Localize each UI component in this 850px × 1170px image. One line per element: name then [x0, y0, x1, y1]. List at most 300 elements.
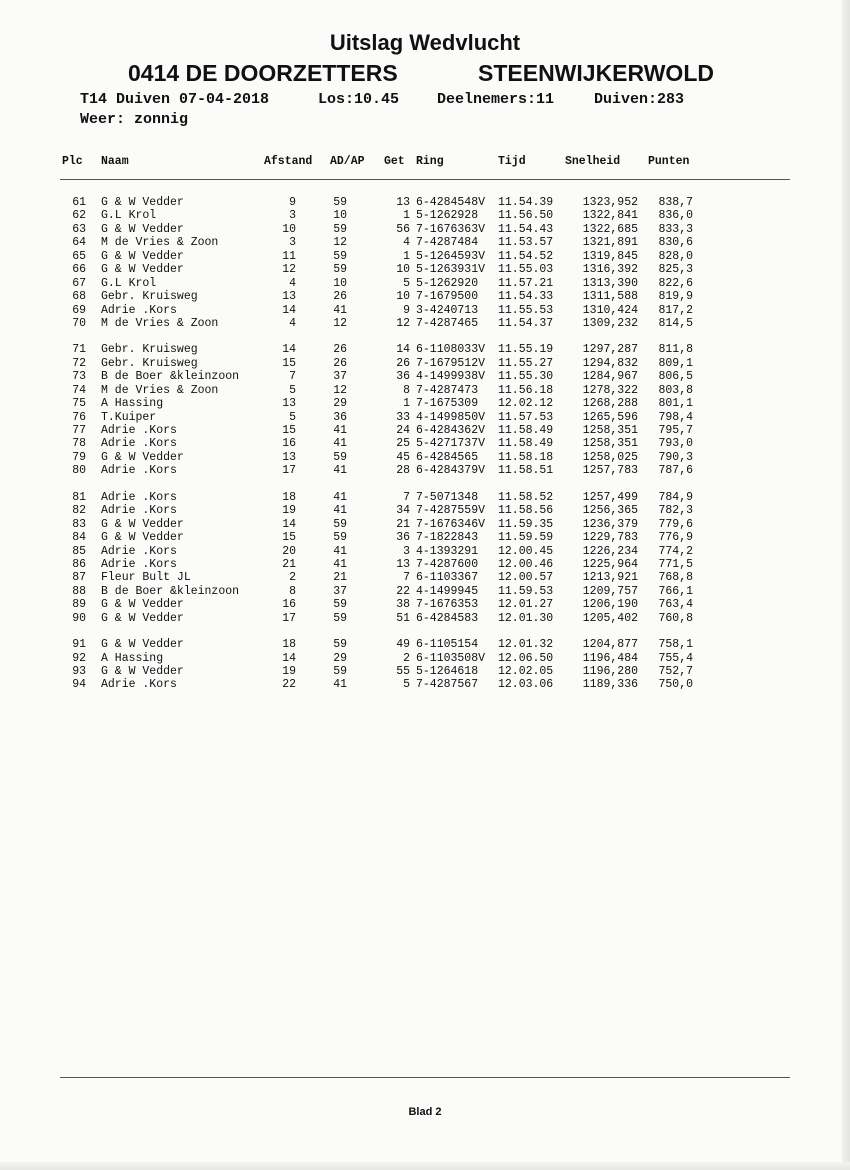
results-table — [0, 196, 850, 692]
cell-entered-prized: 41 — [333, 490, 347, 504]
table-row — [0, 451, 850, 464]
cell-arrival-time: 11.54.39 — [498, 196, 554, 209]
cell-ring-number: 6-4284379V — [416, 464, 486, 478]
cell-marked: 55 — [396, 665, 410, 678]
cell-arrival-time: 11.58.52 — [498, 490, 554, 504]
cell-ring-number: 6-1103508V — [416, 651, 486, 665]
cell-points: 784,9 — [658, 490, 693, 504]
cell-entered-prized: 41 — [333, 303, 347, 317]
cell-marked: 49 — [396, 638, 410, 652]
cell-marked: 14 — [396, 343, 410, 357]
cell-arrival-time: 11.58.49 — [498, 437, 554, 451]
cell-points: 779,6 — [658, 517, 693, 531]
cell-points: 750,0 — [658, 678, 693, 692]
table-row — [0, 384, 850, 397]
cell-arrival-time: 11.55.27 — [498, 356, 554, 370]
cell-distance: 13 — [282, 450, 296, 464]
cell-speed: 1204,877 — [582, 638, 638, 652]
cell-points: 758,1 — [658, 638, 693, 652]
cell-entered-prized: 59 — [333, 638, 347, 652]
cell-speed: 1258,351 — [582, 437, 638, 451]
cell-place: 79 — [72, 450, 86, 464]
cell-ring-number: 3-4240713 — [416, 303, 479, 317]
cell-speed: 1213,921 — [582, 571, 638, 585]
cell-name: G & W Vedder — [101, 531, 184, 545]
cell-ring-number: 6-1103367 — [416, 571, 479, 585]
cell-speed: 1323,952 — [582, 196, 638, 209]
cell-points: 760,8 — [658, 611, 693, 625]
table-row — [0, 277, 850, 290]
cell-points: 793,0 — [658, 437, 693, 451]
cell-marked: 5 — [403, 678, 410, 692]
cell-arrival-time: 11.55.53 — [498, 303, 554, 317]
cell-marked: 45 — [396, 450, 410, 464]
cell-distance: 14 — [282, 343, 296, 357]
cell-name: G & W Vedder — [101, 263, 184, 277]
cell-entered-prized: 59 — [333, 222, 347, 236]
table-row — [0, 411, 850, 424]
cell-arrival-time: 11.55.03 — [498, 263, 554, 277]
cell-entered-prized: 36 — [333, 410, 347, 424]
cell-place: 92 — [72, 651, 86, 665]
cell-entered-prized: 21 — [333, 571, 347, 585]
table-row — [0, 678, 850, 691]
cell-name: G & W Vedder — [101, 611, 184, 625]
cell-ring-number: 4-1499850V — [416, 410, 486, 424]
col-naam: Naam — [101, 155, 129, 168]
cell-points: 790,3 — [658, 450, 693, 464]
cell-entered-prized: 59 — [333, 263, 347, 277]
cell-place: 77 — [72, 424, 86, 437]
table-row — [0, 571, 850, 584]
cell-marked: 22 — [396, 584, 410, 598]
cell-marked: 51 — [396, 611, 410, 625]
cell-place: 90 — [72, 611, 86, 625]
cell-speed: 1316,392 — [582, 263, 638, 277]
cell-place: 81 — [72, 490, 86, 504]
cell-points: 836,0 — [658, 209, 693, 223]
cell-distance: 5 — [289, 383, 296, 397]
cell-marked: 3 — [403, 544, 410, 558]
col-ring: Ring — [416, 155, 444, 168]
cell-speed: 1229,783 — [582, 531, 638, 545]
cell-distance: 12 — [282, 263, 296, 277]
cell-distance: 8 — [289, 584, 296, 598]
release-time: Los:10.45 — [318, 91, 400, 108]
cell-name: Adrie .Kors — [101, 303, 177, 317]
cell-distance: 20 — [282, 544, 296, 558]
cell-speed: 1313,390 — [582, 276, 638, 290]
cell-entered-prized: 59 — [333, 196, 347, 209]
cell-distance: 16 — [282, 598, 296, 612]
cell-marked: 38 — [396, 598, 410, 612]
cell-ring-number: 6-4284548V — [416, 196, 486, 209]
cell-entered-prized: 12 — [333, 316, 347, 330]
cell-distance: 5 — [289, 410, 296, 424]
cell-entered-prized: 10 — [333, 209, 347, 223]
cell-name: M de Vries & Zoon — [101, 236, 219, 250]
col-plc: Plc — [62, 155, 83, 168]
cell-entered-prized: 41 — [333, 504, 347, 518]
release-place: STEENWIJKERWOLD — [478, 60, 714, 86]
cell-points: 819,9 — [658, 290, 693, 304]
cell-name: A Hassing — [101, 651, 164, 665]
cell-name: B de Boer &kleinzoon — [101, 370, 240, 384]
cell-speed: 1258,351 — [582, 424, 638, 437]
cell-points: 833,3 — [658, 222, 693, 236]
cell-ring-number: 7-4287465 — [416, 316, 479, 330]
cell-speed: 1257,499 — [582, 490, 638, 504]
cell-distance: 7 — [289, 370, 296, 384]
cell-name: Adrie .Kors — [101, 557, 177, 571]
cell-ring-number: 4-1499938V — [416, 370, 486, 384]
cell-entered-prized: 59 — [333, 517, 347, 531]
cell-marked: 10 — [396, 263, 410, 277]
cell-points: 782,3 — [658, 504, 693, 518]
cell-name: Adrie .Kors — [101, 504, 177, 518]
cell-arrival-time: 11.56.50 — [498, 209, 554, 223]
cell-distance: 22 — [282, 678, 296, 692]
cell-entered-prized: 41 — [333, 437, 347, 451]
cell-speed: 1226,234 — [582, 544, 638, 558]
cell-arrival-time: 11.59.53 — [498, 584, 554, 598]
cell-speed: 1278,322 — [582, 383, 638, 397]
cell-points: 763,4 — [658, 598, 693, 612]
cell-name: Gebr. Kruisweg — [101, 356, 198, 370]
cell-arrival-time: 12.06.50 — [498, 651, 554, 665]
cell-points: 755,4 — [658, 651, 693, 665]
cell-place: 73 — [72, 370, 86, 384]
cell-name: A Hassing — [101, 397, 164, 411]
cell-points: 830,6 — [658, 236, 693, 250]
cell-speed: 1311,588 — [582, 290, 638, 304]
participant-count: Deelnemers:11 — [437, 91, 555, 108]
cell-points: 828,0 — [658, 249, 693, 263]
cell-entered-prized: 41 — [333, 424, 347, 437]
cell-speed: 1268,288 — [582, 397, 638, 411]
table-row — [0, 209, 850, 222]
cell-ring-number: 7-4287559V — [416, 504, 486, 518]
cell-place: 88 — [72, 584, 86, 598]
cell-marked: 1 — [403, 249, 410, 263]
cell-arrival-time: 11.54.33 — [498, 290, 554, 304]
cell-entered-prized: 41 — [333, 464, 347, 478]
cell-ring-number: 7-4287567 — [416, 678, 479, 692]
cell-name: G & W Vedder — [101, 638, 184, 652]
cell-place: 71 — [72, 343, 86, 357]
cell-place: 80 — [72, 464, 86, 478]
cell-marked: 2 — [403, 651, 410, 665]
cell-distance: 15 — [282, 531, 296, 545]
cell-name: G & W Vedder — [101, 598, 184, 612]
cell-points: 801,1 — [658, 397, 693, 411]
cell-name: Fleur Bult JL — [101, 571, 191, 585]
cell-arrival-time: 11.54.43 — [498, 222, 554, 236]
table-row — [0, 638, 850, 651]
cell-name: Adrie .Kors — [101, 490, 177, 504]
cell-entered-prized: 59 — [333, 598, 347, 612]
cell-ring-number: 5-1264618 — [416, 665, 479, 678]
cell-points: 798,4 — [658, 410, 693, 424]
cell-entered-prized: 59 — [333, 450, 347, 464]
cell-points: 838,7 — [658, 196, 693, 209]
cell-name: T.Kuiper — [101, 410, 157, 424]
cell-ring-number: 7-1675309 — [416, 397, 479, 411]
cell-speed: 1310,424 — [582, 303, 638, 317]
page-number: Blad 2 — [408, 1106, 442, 1118]
cell-points: 817,2 — [658, 303, 693, 317]
col-afstand: Afstand — [264, 155, 313, 168]
cell-arrival-time: 11.59.59 — [498, 531, 554, 545]
cell-entered-prized: 12 — [333, 383, 347, 397]
cell-distance: 4 — [289, 316, 296, 330]
cell-name: G & W Vedder — [101, 222, 184, 236]
cell-place: 93 — [72, 665, 86, 678]
cell-place: 94 — [72, 678, 86, 692]
table-row — [0, 518, 850, 531]
cell-speed: 1257,783 — [582, 464, 638, 478]
table-row — [0, 558, 850, 571]
cell-name: Adrie .Kors — [101, 544, 177, 558]
cell-distance: 4 — [289, 276, 296, 290]
cell-distance: 9 — [289, 196, 296, 209]
cell-marked: 7 — [403, 571, 410, 585]
cell-ring-number: 7-1676346V — [416, 517, 486, 531]
table-row — [0, 598, 850, 611]
cell-entered-prized: 26 — [333, 356, 347, 370]
cell-distance: 16 — [282, 437, 296, 451]
table-row — [0, 370, 850, 383]
cell-name: G.L Krol — [101, 276, 157, 290]
cell-entered-prized: 26 — [333, 343, 347, 357]
cell-ring-number: 7-1676363V — [416, 222, 486, 236]
cell-name: Adrie .Kors — [101, 437, 177, 451]
cell-name: Adrie .Kors — [101, 678, 177, 692]
cell-distance: 19 — [282, 504, 296, 518]
cell-place: 62 — [72, 209, 86, 223]
cell-arrival-time: 11.58.18 — [498, 450, 554, 464]
cell-name: G.L Krol — [101, 209, 157, 223]
cell-ring-number: 6-4284583 — [416, 611, 479, 625]
cell-arrival-time: 12.03.06 — [498, 678, 554, 692]
cell-arrival-time: 12.02.12 — [498, 397, 554, 411]
cell-speed: 1205,402 — [582, 611, 638, 625]
cell-name: M de Vries & Zoon — [101, 383, 219, 397]
cell-arrival-time: 11.56.18 — [498, 383, 554, 397]
cell-distance: 17 — [282, 611, 296, 625]
table-row — [0, 304, 850, 317]
cell-speed: 1265,596 — [582, 410, 638, 424]
cell-arrival-time: 11.58.49 — [498, 424, 554, 437]
cell-arrival-time: 11.57.53 — [498, 410, 554, 424]
page-edge — [842, 0, 850, 1170]
table-row — [0, 464, 850, 477]
table-row — [0, 665, 850, 678]
cell-points: 768,8 — [658, 571, 693, 585]
col-snelheid: Snelheid — [565, 155, 621, 168]
table-row — [0, 263, 850, 276]
col-punten: Punten — [648, 155, 690, 168]
table-row — [0, 491, 850, 504]
cell-points: 774,2 — [658, 544, 693, 558]
cell-marked: 56 — [396, 222, 410, 236]
header-rule — [60, 179, 790, 180]
cell-speed: 1294,832 — [582, 356, 638, 370]
cell-place: 84 — [72, 531, 86, 545]
cell-arrival-time: 11.57.21 — [498, 276, 554, 290]
cell-entered-prized: 41 — [333, 557, 347, 571]
weather: Weer: zonnig — [80, 111, 189, 128]
table-row — [0, 343, 850, 356]
cell-name: B de Boer &kleinzoon — [101, 584, 240, 598]
cell-points: 806,5 — [658, 370, 693, 384]
cell-speed: 1309,232 — [582, 316, 638, 330]
cell-marked: 7 — [403, 490, 410, 504]
cell-place: 63 — [72, 222, 86, 236]
cell-arrival-time: 11.59.35 — [498, 517, 554, 531]
table-row — [0, 585, 850, 598]
cell-place: 76 — [72, 410, 86, 424]
cell-ring-number: 7-1679512V — [416, 356, 486, 370]
table-row — [0, 196, 850, 209]
cell-distance: 10 — [282, 222, 296, 236]
cell-points: 776,9 — [658, 531, 693, 545]
cell-ring-number: 5-1262920 — [416, 276, 479, 290]
cell-entered-prized: 41 — [333, 544, 347, 558]
cell-arrival-time: 12.00.45 — [498, 544, 554, 558]
cell-arrival-time: 11.58.56 — [498, 504, 554, 518]
table-row — [0, 545, 850, 558]
cell-points: 825,3 — [658, 263, 693, 277]
cell-marked: 24 — [396, 424, 410, 437]
cell-entered-prized: 26 — [333, 290, 347, 304]
cell-entered-prized: 29 — [333, 651, 347, 665]
cell-arrival-time: 12.00.46 — [498, 557, 554, 571]
col-tijd: Tijd — [498, 155, 526, 168]
cell-arrival-time: 11.58.51 — [498, 464, 554, 478]
cell-ring-number: 6-1108033V — [416, 343, 486, 357]
cell-distance: 14 — [282, 303, 296, 317]
cell-distance: 18 — [282, 638, 296, 652]
cell-entered-prized: 59 — [333, 249, 347, 263]
cell-place: 65 — [72, 249, 86, 263]
cell-points: 771,5 — [658, 557, 693, 571]
page-edge-bottom — [0, 1162, 850, 1170]
cell-name: Adrie .Kors — [101, 464, 177, 478]
cell-marked: 36 — [396, 531, 410, 545]
cell-speed: 1189,336 — [582, 678, 638, 692]
cell-entered-prized: 59 — [333, 611, 347, 625]
table-row — [0, 223, 850, 236]
cell-speed: 1236,379 — [582, 517, 638, 531]
table-row — [0, 290, 850, 303]
cell-speed: 1321,891 — [582, 236, 638, 250]
cell-points: 752,7 — [658, 665, 693, 678]
cell-speed: 1196,484 — [582, 651, 638, 665]
cell-speed: 1209,757 — [582, 584, 638, 598]
cell-ring-number: 5-1264593V — [416, 249, 486, 263]
cell-ring-number: 7-4287473 — [416, 383, 479, 397]
cell-place: 78 — [72, 437, 86, 451]
col-adap: AD/AP — [330, 155, 365, 168]
cell-entered-prized: 37 — [333, 584, 347, 598]
cell-distance: 14 — [282, 651, 296, 665]
cell-place: 61 — [72, 196, 86, 209]
cell-name: M de Vries & Zoon — [101, 316, 219, 330]
cell-marked: 13 — [396, 196, 410, 209]
cell-arrival-time: 12.01.32 — [498, 638, 554, 652]
table-row — [0, 236, 850, 249]
cell-entered-prized: 12 — [333, 236, 347, 250]
document-title: Uitslag Wedvlucht — [329, 30, 521, 55]
cell-ring-number: 5-1263931V — [416, 263, 486, 277]
cell-distance: 21 — [282, 557, 296, 571]
cell-distance: 14 — [282, 517, 296, 531]
cell-place: 85 — [72, 544, 86, 558]
cell-marked: 13 — [396, 557, 410, 571]
cell-distance: 15 — [282, 424, 296, 437]
cell-name: G & W Vedder — [101, 196, 184, 209]
cell-distance: 13 — [282, 290, 296, 304]
cell-place: 66 — [72, 263, 86, 277]
cell-speed: 1284,967 — [582, 370, 638, 384]
cell-ring-number: 7-1822843 — [416, 531, 479, 545]
table-row — [0, 652, 850, 665]
table-row — [0, 612, 850, 625]
cell-arrival-time: 12.01.30 — [498, 611, 554, 625]
cell-speed: 1258,025 — [582, 450, 638, 464]
cell-distance: 19 — [282, 665, 296, 678]
cell-marked: 26 — [396, 356, 410, 370]
cell-marked: 1 — [403, 209, 410, 223]
cell-ring-number: 6-4284565 — [416, 450, 479, 464]
cell-points: 822,6 — [658, 276, 693, 290]
cell-marked: 25 — [396, 437, 410, 451]
cell-marked: 28 — [396, 464, 410, 478]
cell-entered-prized: 41 — [333, 678, 347, 692]
cell-points: 766,1 — [658, 584, 693, 598]
cell-place: 67 — [72, 276, 86, 290]
cell-arrival-time: 11.55.30 — [498, 370, 554, 384]
cell-arrival-time: 12.02.05 — [498, 665, 554, 678]
cell-place: 82 — [72, 504, 86, 518]
cell-distance: 15 — [282, 356, 296, 370]
cell-name: Adrie .Kors — [101, 424, 177, 437]
cell-distance: 2 — [289, 571, 296, 585]
table-row — [0, 504, 850, 517]
cell-arrival-time: 11.55.19 — [498, 343, 554, 357]
cell-place: 68 — [72, 290, 86, 304]
cell-name: G & W Vedder — [101, 249, 184, 263]
table-row — [0, 424, 850, 437]
cell-place: 70 — [72, 316, 86, 330]
cell-place: 75 — [72, 397, 86, 411]
table-row — [0, 397, 850, 410]
cell-distance: 3 — [289, 209, 296, 223]
table-row — [0, 357, 850, 370]
cell-points: 811,8 — [658, 343, 693, 357]
footer-rule — [60, 1077, 790, 1078]
cell-distance: 13 — [282, 397, 296, 411]
club-name: 0414 DE DOORZETTERS — [128, 60, 398, 86]
table-header — [0, 155, 850, 173]
cell-ring-number: 4-1499945 — [416, 584, 479, 598]
cell-place: 89 — [72, 598, 86, 612]
cell-speed: 1319,845 — [582, 249, 638, 263]
table-row — [0, 531, 850, 544]
cell-arrival-time: 12.00.57 — [498, 571, 554, 585]
cell-marked: 9 — [403, 303, 410, 317]
